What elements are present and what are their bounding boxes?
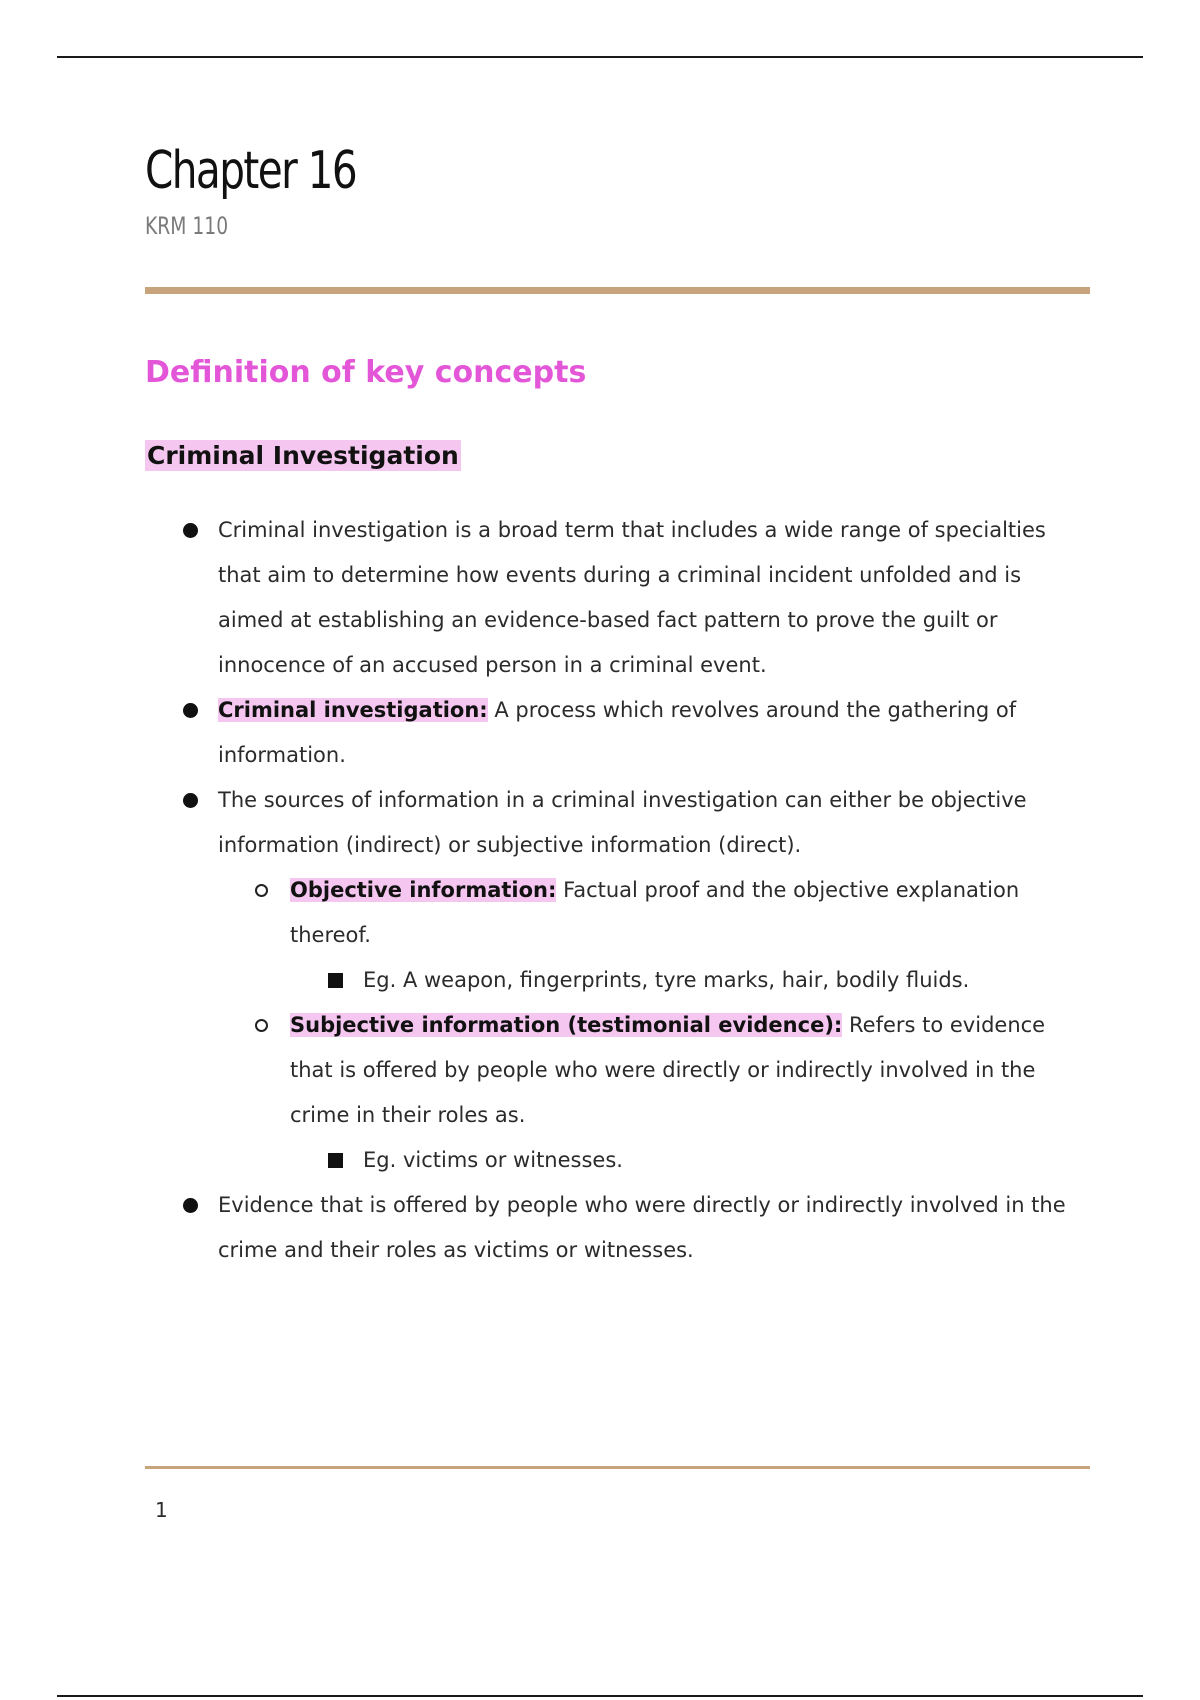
filled-circle-bullet-icon	[183, 793, 198, 808]
filled-square-bullet-icon	[328, 973, 343, 988]
page-bottom-border	[57, 1695, 1143, 1697]
page-subtitle: KRM 110	[145, 212, 229, 241]
filled-circle-bullet-icon	[183, 703, 198, 718]
list-item-text: Eg. victims or witnesses.	[363, 1148, 623, 1172]
list-item-text: Refers to evidence that is offered by people who were directly or indirectly involved in the crime in their roles as.	[290, 1013, 1046, 1127]
list-item-text: Eg. A weapon, fingerprints, tyre marks, hair, bodily fluids.	[363, 968, 970, 992]
page-title: Chapter 16	[145, 141, 357, 201]
list-item	[145, 508, 1090, 688]
list-item-text: The sources of information in a criminal investigation can either be objective information (indirect) or subjective information (direct).	[218, 788, 1027, 857]
list-item-text: A process which revolves around the gathering of information.	[218, 698, 1017, 767]
list-item	[145, 1183, 1090, 1273]
page-number: 1	[155, 1498, 168, 1522]
subsection-heading: Criminal Investigation	[147, 441, 459, 470]
highlighted-term: Objective information:	[290, 878, 557, 902]
highlighted-term: Subjective information (testimonial evidence):	[290, 1013, 843, 1037]
filled-square-bullet-icon	[328, 1153, 343, 1168]
filled-circle-bullet-icon	[183, 523, 198, 538]
list-item-text: Evidence that is offered by people who were directly or indirectly involved in the crime and their roles as victims or witnesses.	[218, 1193, 1066, 1262]
list-item-text: Factual proof and the objective explanation thereof.	[290, 878, 1020, 947]
document-page	[145, 140, 1090, 1262]
bullet-list	[145, 508, 1090, 1273]
footer-divider	[145, 1466, 1090, 1469]
list-item-text: Criminal investigation is a broad term that includes a wide range of specialties that aim to determine how events during a criminal incident unfolded and is aimed at establishing an evidence-based fact pattern to prove the guilt or innocence of an accused person in a criminal event.	[218, 518, 1046, 677]
hollow-circle-bullet-icon	[255, 1019, 268, 1032]
list-item	[145, 778, 1090, 868]
section-heading: Definition of key concepts	[145, 355, 587, 390]
highlighted-term: Criminal investigation:	[218, 698, 488, 722]
hollow-circle-bullet-icon	[255, 884, 268, 897]
list-item	[145, 688, 1090, 778]
list-item	[145, 1003, 1090, 1138]
page-top-border	[57, 56, 1143, 58]
list-item	[145, 958, 1090, 1003]
filled-circle-bullet-icon	[183, 1198, 198, 1213]
list-item	[145, 1138, 1090, 1183]
list-item	[145, 868, 1090, 958]
title-divider	[145, 287, 1090, 294]
